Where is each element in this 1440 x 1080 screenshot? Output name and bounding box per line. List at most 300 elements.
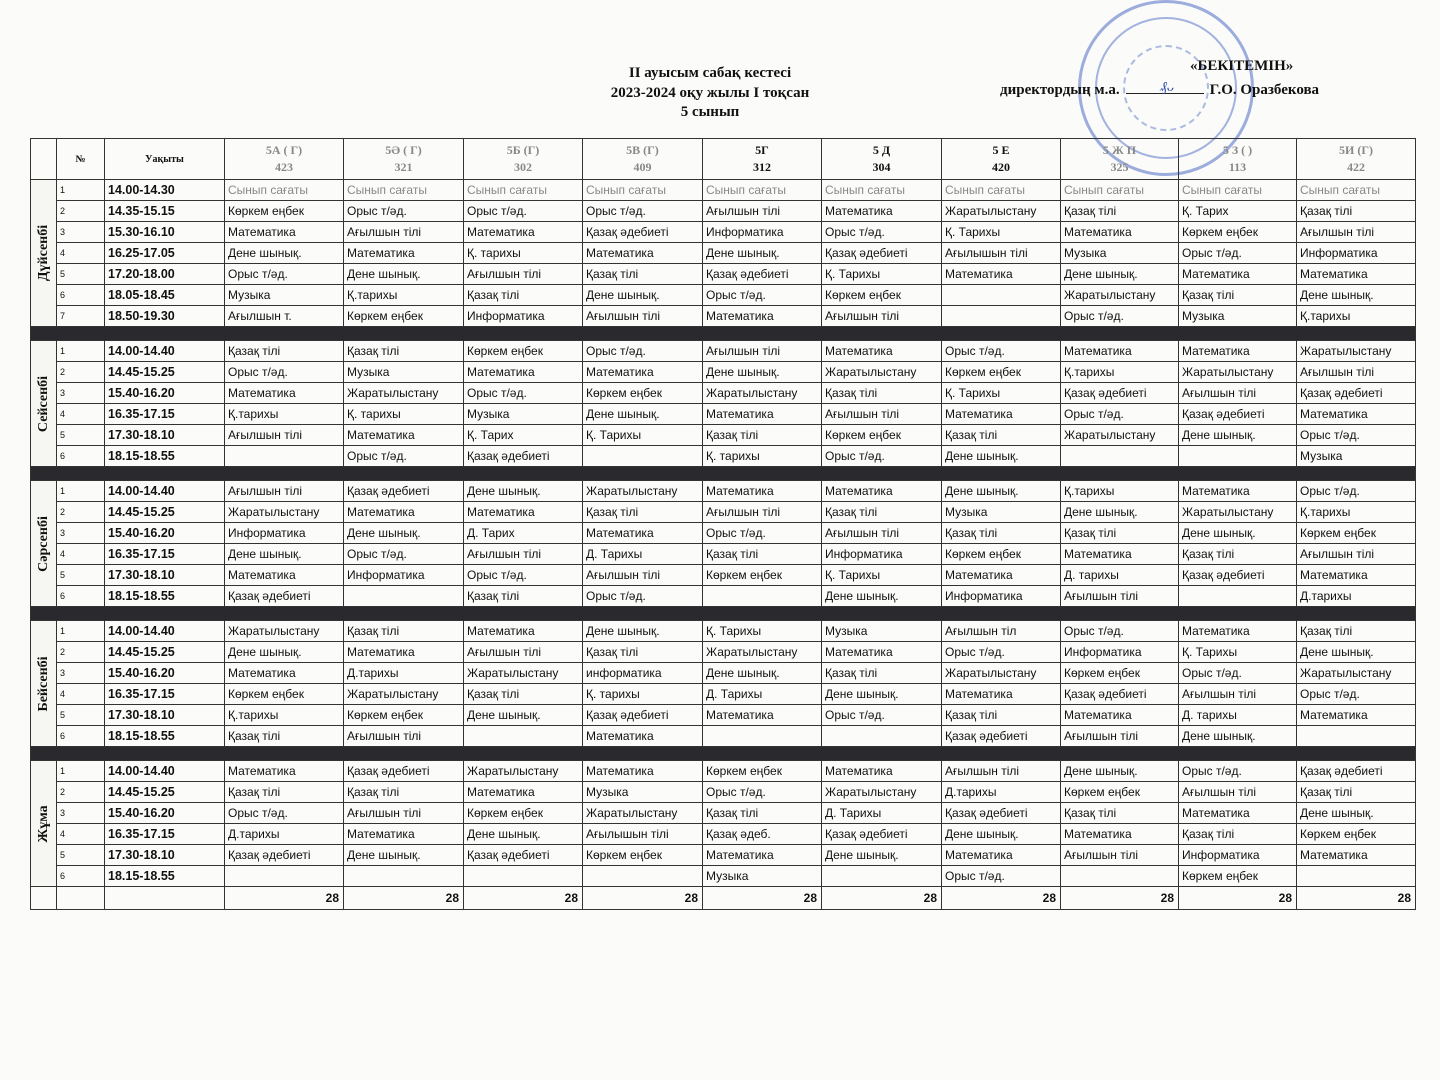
separator-bar	[31, 747, 1416, 761]
subject-cell: Математика	[822, 481, 942, 502]
subject-cell: Сынып сағаты	[344, 180, 464, 201]
subject-cell: Ағылшын тіл	[942, 621, 1061, 642]
lesson-time: 17.30-18.10	[105, 845, 225, 866]
class-room: 312	[753, 160, 771, 174]
subject-cell: Математика	[703, 845, 822, 866]
subject-cell: Қазақ тілі	[1179, 544, 1297, 565]
subject-cell: Қазақ тілі	[703, 803, 822, 824]
subject-cell: Математика	[703, 481, 822, 502]
subject-cell: Ағылшын тілі	[464, 544, 583, 565]
subject-cell	[703, 586, 822, 607]
lesson-number: 3	[57, 523, 105, 544]
lesson-time: 18.05-18.45	[105, 285, 225, 306]
subject-cell: Қазақ тілі	[703, 544, 822, 565]
lesson-number: 4	[57, 544, 105, 565]
subject-cell: Жаратылыстану	[703, 383, 822, 404]
subject-cell: Математика	[1061, 341, 1179, 362]
subject-cell: Ағылшын тілі	[1061, 586, 1179, 607]
subject-cell: Қ. Тарихы	[1179, 642, 1297, 663]
lesson-row	[31, 866, 1416, 887]
header-row	[31, 139, 1416, 180]
subject-cell: Қазақ тілі	[822, 663, 942, 684]
subject-cell: Қазақ әдебиеті	[1061, 383, 1179, 404]
subject-cell: Математика	[942, 845, 1061, 866]
subject-cell: Көркем еңбек	[464, 803, 583, 824]
subject-cell: Жаратылыстану	[464, 663, 583, 684]
lesson-time: 16.25-17.05	[105, 243, 225, 264]
subject-cell: Сынып сағаты	[583, 180, 703, 201]
subject-cell: Көркем еңбек	[1179, 222, 1297, 243]
lesson-number: 6	[57, 726, 105, 747]
subject-cell: Дене шынық.	[344, 264, 464, 285]
subject-cell: Қазақ тілі	[464, 285, 583, 306]
subject-cell: Қазақ тілі	[464, 586, 583, 607]
subject-cell	[1061, 866, 1179, 887]
subject-cell: Дене шынық.	[1061, 264, 1179, 285]
subject-cell: Қазақ әдебиеті	[464, 845, 583, 866]
class-name: 5 З ( )	[1222, 143, 1253, 157]
subject-cell: Дене шынық.	[822, 586, 942, 607]
subject-cell: Математика	[464, 621, 583, 642]
subject-cell: Қ. тарихы	[583, 684, 703, 705]
total-hours: 28	[822, 887, 942, 910]
subject-cell: Математика	[344, 642, 464, 663]
subject-cell	[225, 866, 344, 887]
subject-cell	[1297, 726, 1416, 747]
subject-cell: Музыка	[225, 285, 344, 306]
subject-cell: Дене шынық.	[1061, 761, 1179, 782]
subject-cell: Музыка	[583, 782, 703, 803]
total-hours: 28	[1297, 887, 1416, 910]
subject-cell: Орыс т/әд.	[344, 446, 464, 467]
subject-cell: Жаратылыстану	[464, 761, 583, 782]
subject-cell: Көркем еңбек	[1061, 782, 1179, 803]
subject-cell: Орыс т/әд.	[464, 201, 583, 222]
subject-cell: Музыка	[464, 404, 583, 425]
subject-cell: Музыка	[1061, 243, 1179, 264]
subject-cell: Қазақ тілі	[942, 425, 1061, 446]
lesson-number: 3	[57, 803, 105, 824]
lesson-number: 2	[57, 642, 105, 663]
lesson-row	[31, 362, 1416, 383]
subject-cell: Орыс т/әд.	[822, 705, 942, 726]
subject-cell: Сынып сағаты	[464, 180, 583, 201]
lesson-time: 14.00-14.40	[105, 621, 225, 642]
class-room: 409	[633, 160, 652, 174]
subject-cell	[464, 866, 583, 887]
lesson-time: 15.40-16.20	[105, 383, 225, 404]
lesson-time: 16.35-17.15	[105, 684, 225, 705]
subject-cell: Математика	[1179, 803, 1297, 824]
subject-cell: Қазақ тілі	[1179, 824, 1297, 845]
subject-cell: Қ. Тарих	[464, 425, 583, 446]
class-room: 304	[872, 160, 891, 174]
class-name: 5 Ж П	[1102, 143, 1137, 157]
class-name: 5Б (Г)	[506, 143, 540, 157]
subject-cell: Жаратылыстану	[1297, 341, 1416, 362]
lesson-time: 14.00-14.40	[105, 341, 225, 362]
subject-cell: Математика	[942, 264, 1061, 285]
subject-cell: Көркем еңбек	[583, 845, 703, 866]
subject-cell: Қ. Тарихы	[942, 222, 1061, 243]
class-name: 5В (Г)	[626, 143, 659, 157]
subject-cell: Орыс т/әд.	[464, 383, 583, 404]
subject-cell: Ағылшын тілі	[703, 201, 822, 222]
lesson-row	[31, 705, 1416, 726]
subject-cell: Математика	[464, 502, 583, 523]
lesson-row	[31, 264, 1416, 285]
subject-cell: Қазақ әдебиеті	[1297, 383, 1416, 404]
subject-cell: Жаратылыстану	[703, 642, 822, 663]
lesson-number: 6	[57, 866, 105, 887]
subject-cell: Дене шынық.	[822, 684, 942, 705]
subject-cell: Қ.тарихы	[225, 705, 344, 726]
subject-cell	[822, 866, 942, 887]
subject-cell: Дене шынық.	[822, 845, 942, 866]
subject-cell: Орыс т/әд.	[583, 586, 703, 607]
subject-cell: Жаратылыстану	[822, 782, 942, 803]
subject-cell: Музыка	[822, 621, 942, 642]
day-name: Сәрсенбі	[35, 515, 51, 572]
subject-cell: Дене шынық.	[225, 243, 344, 264]
day-separator	[31, 327, 1416, 341]
subject-cell: Математика	[1179, 481, 1297, 502]
class-room: 113	[1228, 160, 1247, 174]
director-line	[1000, 82, 1319, 99]
class-header	[583, 139, 703, 180]
subject-cell: Орыс т/әд.	[1061, 306, 1179, 327]
subject-cell: Дене шынық.	[1297, 285, 1416, 306]
subject-cell: Математика	[1297, 404, 1416, 425]
subject-cell: Дене шынық.	[583, 285, 703, 306]
subject-cell: информатика	[583, 663, 703, 684]
subject-cell: Ағылшын тілі	[225, 425, 344, 446]
day-header	[31, 139, 57, 180]
class-header	[822, 139, 942, 180]
subject-cell: Қазақ әдебиеті	[942, 803, 1061, 824]
subject-cell: Дене шынық.	[344, 523, 464, 544]
subject-cell: Ағылшын тілі	[942, 761, 1061, 782]
subject-cell: Математика	[1297, 705, 1416, 726]
subject-cell: Математика	[703, 705, 822, 726]
subject-cell: Көркем еңбек	[822, 285, 942, 306]
total-hours: 28	[583, 887, 703, 910]
lesson-time: 15.40-16.20	[105, 803, 225, 824]
subject-cell: Д. Тарихы	[822, 803, 942, 824]
total-hours: 28	[703, 887, 822, 910]
subject-cell: Орыс т/әд.	[942, 341, 1061, 362]
subject-cell: Математика	[225, 663, 344, 684]
subject-cell: Қазақ әдебиеті	[1297, 761, 1416, 782]
subject-cell: Ағылшын тілі	[1297, 544, 1416, 565]
subject-cell	[583, 866, 703, 887]
subject-cell: Музыка	[1179, 306, 1297, 327]
subject-cell: Қазақ әдебиеті	[225, 845, 344, 866]
subject-cell: Математика	[225, 222, 344, 243]
separator-bar	[31, 467, 1416, 481]
lesson-number: 5	[57, 845, 105, 866]
subject-cell: Қазақ тілі	[703, 425, 822, 446]
subject-cell: Қ.тарихы	[1061, 481, 1179, 502]
subject-cell	[1179, 446, 1297, 467]
subject-cell: Ағылшын тілі	[464, 264, 583, 285]
subject-cell: Ағылшын тілі	[703, 502, 822, 523]
subject-cell: Орыс т/әд.	[464, 565, 583, 586]
subject-cell: Музыка	[703, 866, 822, 887]
subject-cell: Қазақ тілі	[1297, 621, 1416, 642]
subject-cell: Қазақ әдебиеті	[344, 761, 464, 782]
subject-cell: Қазақ әдебиеті	[1179, 404, 1297, 425]
subject-cell: Д.тарихы	[225, 824, 344, 845]
class-name: 5И (Г)	[1339, 143, 1373, 157]
subject-cell: Қазақ тілі	[464, 684, 583, 705]
subject-cell: Жаратылыстану	[1297, 663, 1416, 684]
subject-cell: Математика	[344, 425, 464, 446]
subject-cell: Математика	[344, 824, 464, 845]
subject-cell: Дене шынық.	[1297, 803, 1416, 824]
subject-cell: Қазақ әдебиеті	[464, 446, 583, 467]
subject-cell: Қ.тарихы	[1297, 502, 1416, 523]
lesson-number: 1	[57, 180, 105, 201]
lesson-number: 4	[57, 243, 105, 264]
subject-cell: Ағылшын тілі	[1297, 362, 1416, 383]
lesson-row	[31, 544, 1416, 565]
subject-cell: Ағылшын тілі	[1297, 222, 1416, 243]
subject-cell: Информатика	[822, 544, 942, 565]
subject-cell: Орыс т/әд.	[703, 523, 822, 544]
day-cell	[31, 341, 57, 467]
day-name: Сейсенбі	[35, 375, 51, 432]
total-hours: 28	[1061, 887, 1179, 910]
total-hours: 28	[464, 887, 583, 910]
lesson-number: 6	[57, 285, 105, 306]
subject-cell: Қазақ әдебиеті	[942, 726, 1061, 747]
subject-cell: Қазақ тілі	[1061, 523, 1179, 544]
lesson-time: 15.40-16.20	[105, 523, 225, 544]
subject-cell: Қазақ тілі	[822, 383, 942, 404]
signature: ₰ᴗ	[1160, 80, 1174, 95]
totals-row	[31, 887, 1416, 910]
subject-cell: Ағылшын тілі	[583, 306, 703, 327]
subject-cell: Информатика	[344, 565, 464, 586]
subject-cell: Қазақ тілі	[1179, 285, 1297, 306]
subject-cell: Математика	[1061, 222, 1179, 243]
lesson-number: 2	[57, 782, 105, 803]
subject-cell: Көркем еңбек	[344, 705, 464, 726]
subject-cell: Көркем еңбек	[942, 362, 1061, 383]
subject-cell: Орыс т/әд.	[225, 264, 344, 285]
subject-cell: Ағылшын тілі	[344, 726, 464, 747]
subject-cell: Жаратылыстану	[583, 803, 703, 824]
lesson-row	[31, 803, 1416, 824]
lesson-number: 3	[57, 383, 105, 404]
subject-cell	[1179, 586, 1297, 607]
lesson-time: 17.30-18.10	[105, 425, 225, 446]
lesson-row	[31, 180, 1416, 201]
subject-cell: Қ.тарихы	[1061, 362, 1179, 383]
subject-cell: Жаратылыстану	[1061, 285, 1179, 306]
subject-cell: Қазақ тілі	[1297, 782, 1416, 803]
lesson-time: 14.35-15.15	[105, 201, 225, 222]
subject-cell: Математика	[464, 362, 583, 383]
subject-cell: Математика	[942, 684, 1061, 705]
lesson-number: 4	[57, 684, 105, 705]
subject-cell: Көркем еңбек	[1297, 824, 1416, 845]
subject-cell: Қ. Тарихы	[942, 383, 1061, 404]
subject-cell: Қазақ әдебиеті	[1179, 565, 1297, 586]
lesson-time: 14.45-15.25	[105, 642, 225, 663]
subject-cell: Информатика	[703, 222, 822, 243]
subject-cell: Орыс т/әд.	[703, 285, 822, 306]
class-header	[942, 139, 1061, 180]
subject-cell: Қазақ әдебиеті	[822, 824, 942, 845]
lesson-time: 17.30-18.10	[105, 565, 225, 586]
lesson-row	[31, 845, 1416, 866]
total-hours: 28	[942, 887, 1061, 910]
subject-cell: Дене шынық.	[464, 824, 583, 845]
subject-cell: Ағылшын тілі	[583, 565, 703, 586]
subject-cell: Қазақ тілі	[1061, 803, 1179, 824]
lesson-row	[31, 586, 1416, 607]
subject-cell: Ағылышын тілі	[942, 243, 1061, 264]
subject-cell: Математика	[1297, 264, 1416, 285]
total-hours: 28	[344, 887, 464, 910]
subject-cell: Жаратылыстану	[225, 502, 344, 523]
subject-cell: Дене шынық.	[583, 404, 703, 425]
subject-cell: Музыка	[942, 502, 1061, 523]
subject-cell: Орыс т/әд.	[583, 341, 703, 362]
subject-cell	[942, 306, 1061, 327]
subject-cell: Қазақ тілі	[583, 502, 703, 523]
subject-cell: Қазақ әдебиеті	[822, 243, 942, 264]
subject-cell: Математика	[464, 782, 583, 803]
subject-cell: Дене шынық.	[703, 243, 822, 264]
class-header	[703, 139, 822, 180]
subject-cell: Орыс т/әд.	[1179, 761, 1297, 782]
subject-cell: Қазақ әдебиеті	[1061, 684, 1179, 705]
class-header	[225, 139, 344, 180]
subject-cell: Көркем еңбек	[225, 201, 344, 222]
lesson-time: 17.30-18.10	[105, 705, 225, 726]
subject-cell: Математика	[1179, 621, 1297, 642]
subject-cell: Жаратылыстану	[942, 663, 1061, 684]
subject-cell	[1061, 446, 1179, 467]
lesson-time: 18.15-18.55	[105, 866, 225, 887]
subject-cell: Ағылшын тілі	[1061, 726, 1179, 747]
subject-cell: Дене шынық.	[1179, 425, 1297, 446]
subject-cell: Математика	[1061, 824, 1179, 845]
subject-cell: Д. тарихы	[1179, 705, 1297, 726]
lesson-number: 7	[57, 306, 105, 327]
subject-cell: Орыс т/әд.	[942, 642, 1061, 663]
lesson-number: 4	[57, 404, 105, 425]
class-name: 5Ә ( Г)	[385, 143, 422, 157]
class-header	[1179, 139, 1297, 180]
subject-cell: Математика	[1179, 264, 1297, 285]
subject-cell: Қазақ тілі	[822, 502, 942, 523]
totals-empty	[105, 887, 225, 910]
lesson-number: 1	[57, 341, 105, 362]
lesson-time: 17.20-18.00	[105, 264, 225, 285]
subject-cell: Жаратылыстану	[344, 383, 464, 404]
subject-cell: Математика	[225, 383, 344, 404]
subject-cell: Сынып сағаты	[225, 180, 344, 201]
subject-cell	[822, 726, 942, 747]
class-name: 5А ( Г)	[265, 143, 303, 157]
lesson-row	[31, 285, 1416, 306]
subject-cell: Дене шынық.	[942, 481, 1061, 502]
lesson-row	[31, 201, 1416, 222]
subject-cell: Орыс т/әд.	[1297, 481, 1416, 502]
subject-cell: Көркем еңбек	[1297, 523, 1416, 544]
class-room: 422	[1347, 160, 1365, 174]
lesson-row	[31, 824, 1416, 845]
subject-cell: Қазақ тілі	[225, 782, 344, 803]
subject-cell: Математика	[225, 761, 344, 782]
class-room: 321	[394, 160, 413, 174]
subject-cell: Сынып сағаты	[822, 180, 942, 201]
schedule-table	[30, 138, 1416, 910]
subject-cell: Орыс т/әд.	[225, 803, 344, 824]
subject-cell: Д.тарихы	[344, 663, 464, 684]
subject-cell	[1297, 866, 1416, 887]
subject-cell: Қ. Тарихы	[703, 621, 822, 642]
subject-cell: Жаратылыстану	[583, 481, 703, 502]
lesson-time: 18.15-18.55	[105, 726, 225, 747]
lesson-number: 5	[57, 705, 105, 726]
lesson-row	[31, 642, 1416, 663]
subject-cell: Ағылшын тілі	[1179, 782, 1297, 803]
totals-empty	[57, 887, 105, 910]
day-cell	[31, 621, 57, 747]
subject-cell: Математика	[464, 222, 583, 243]
subject-cell: Қазақ тілі	[344, 341, 464, 362]
total-hours: 28	[225, 887, 344, 910]
subject-cell: Қазақ тілі	[583, 264, 703, 285]
subject-cell: Көркем еңбек	[1061, 663, 1179, 684]
subject-cell: Дене шынық.	[1179, 726, 1297, 747]
day-cell	[31, 761, 57, 887]
separator-bar	[31, 327, 1416, 341]
subject-cell: Ағылшын тілі	[225, 481, 344, 502]
subject-cell: Дене шынық.	[942, 446, 1061, 467]
schedule-title: II ауысым сабақ кестесі	[628, 65, 792, 81]
subject-cell: Жаратылыстану	[942, 201, 1061, 222]
lesson-row	[31, 341, 1416, 362]
subject-cell: Орыс т/әд.	[1061, 621, 1179, 642]
subject-cell	[464, 726, 583, 747]
subject-cell: Дене шынық.	[225, 642, 344, 663]
subject-cell: Математика	[344, 243, 464, 264]
subject-cell: Д.тарихы	[1297, 586, 1416, 607]
lesson-row	[31, 523, 1416, 544]
subject-cell: Информатика	[1061, 642, 1179, 663]
subject-cell: Математика	[942, 404, 1061, 425]
subject-cell: Көркем еңбек	[703, 565, 822, 586]
lesson-number: 6	[57, 586, 105, 607]
lesson-number: 3	[57, 663, 105, 684]
day-separator	[31, 747, 1416, 761]
lesson-time: 18.15-18.55	[105, 446, 225, 467]
subject-cell: Қазақ тілі	[1297, 201, 1416, 222]
subject-cell: Дене шынық.	[942, 824, 1061, 845]
day-name: Жұма	[35, 804, 51, 843]
subject-cell: Қазақ тілі	[583, 642, 703, 663]
separator-bar	[31, 607, 1416, 621]
subject-cell: Қазақ тілі	[1061, 201, 1179, 222]
subject-cell: Математика	[703, 404, 822, 425]
subject-cell: Ағылшын тілі	[464, 642, 583, 663]
